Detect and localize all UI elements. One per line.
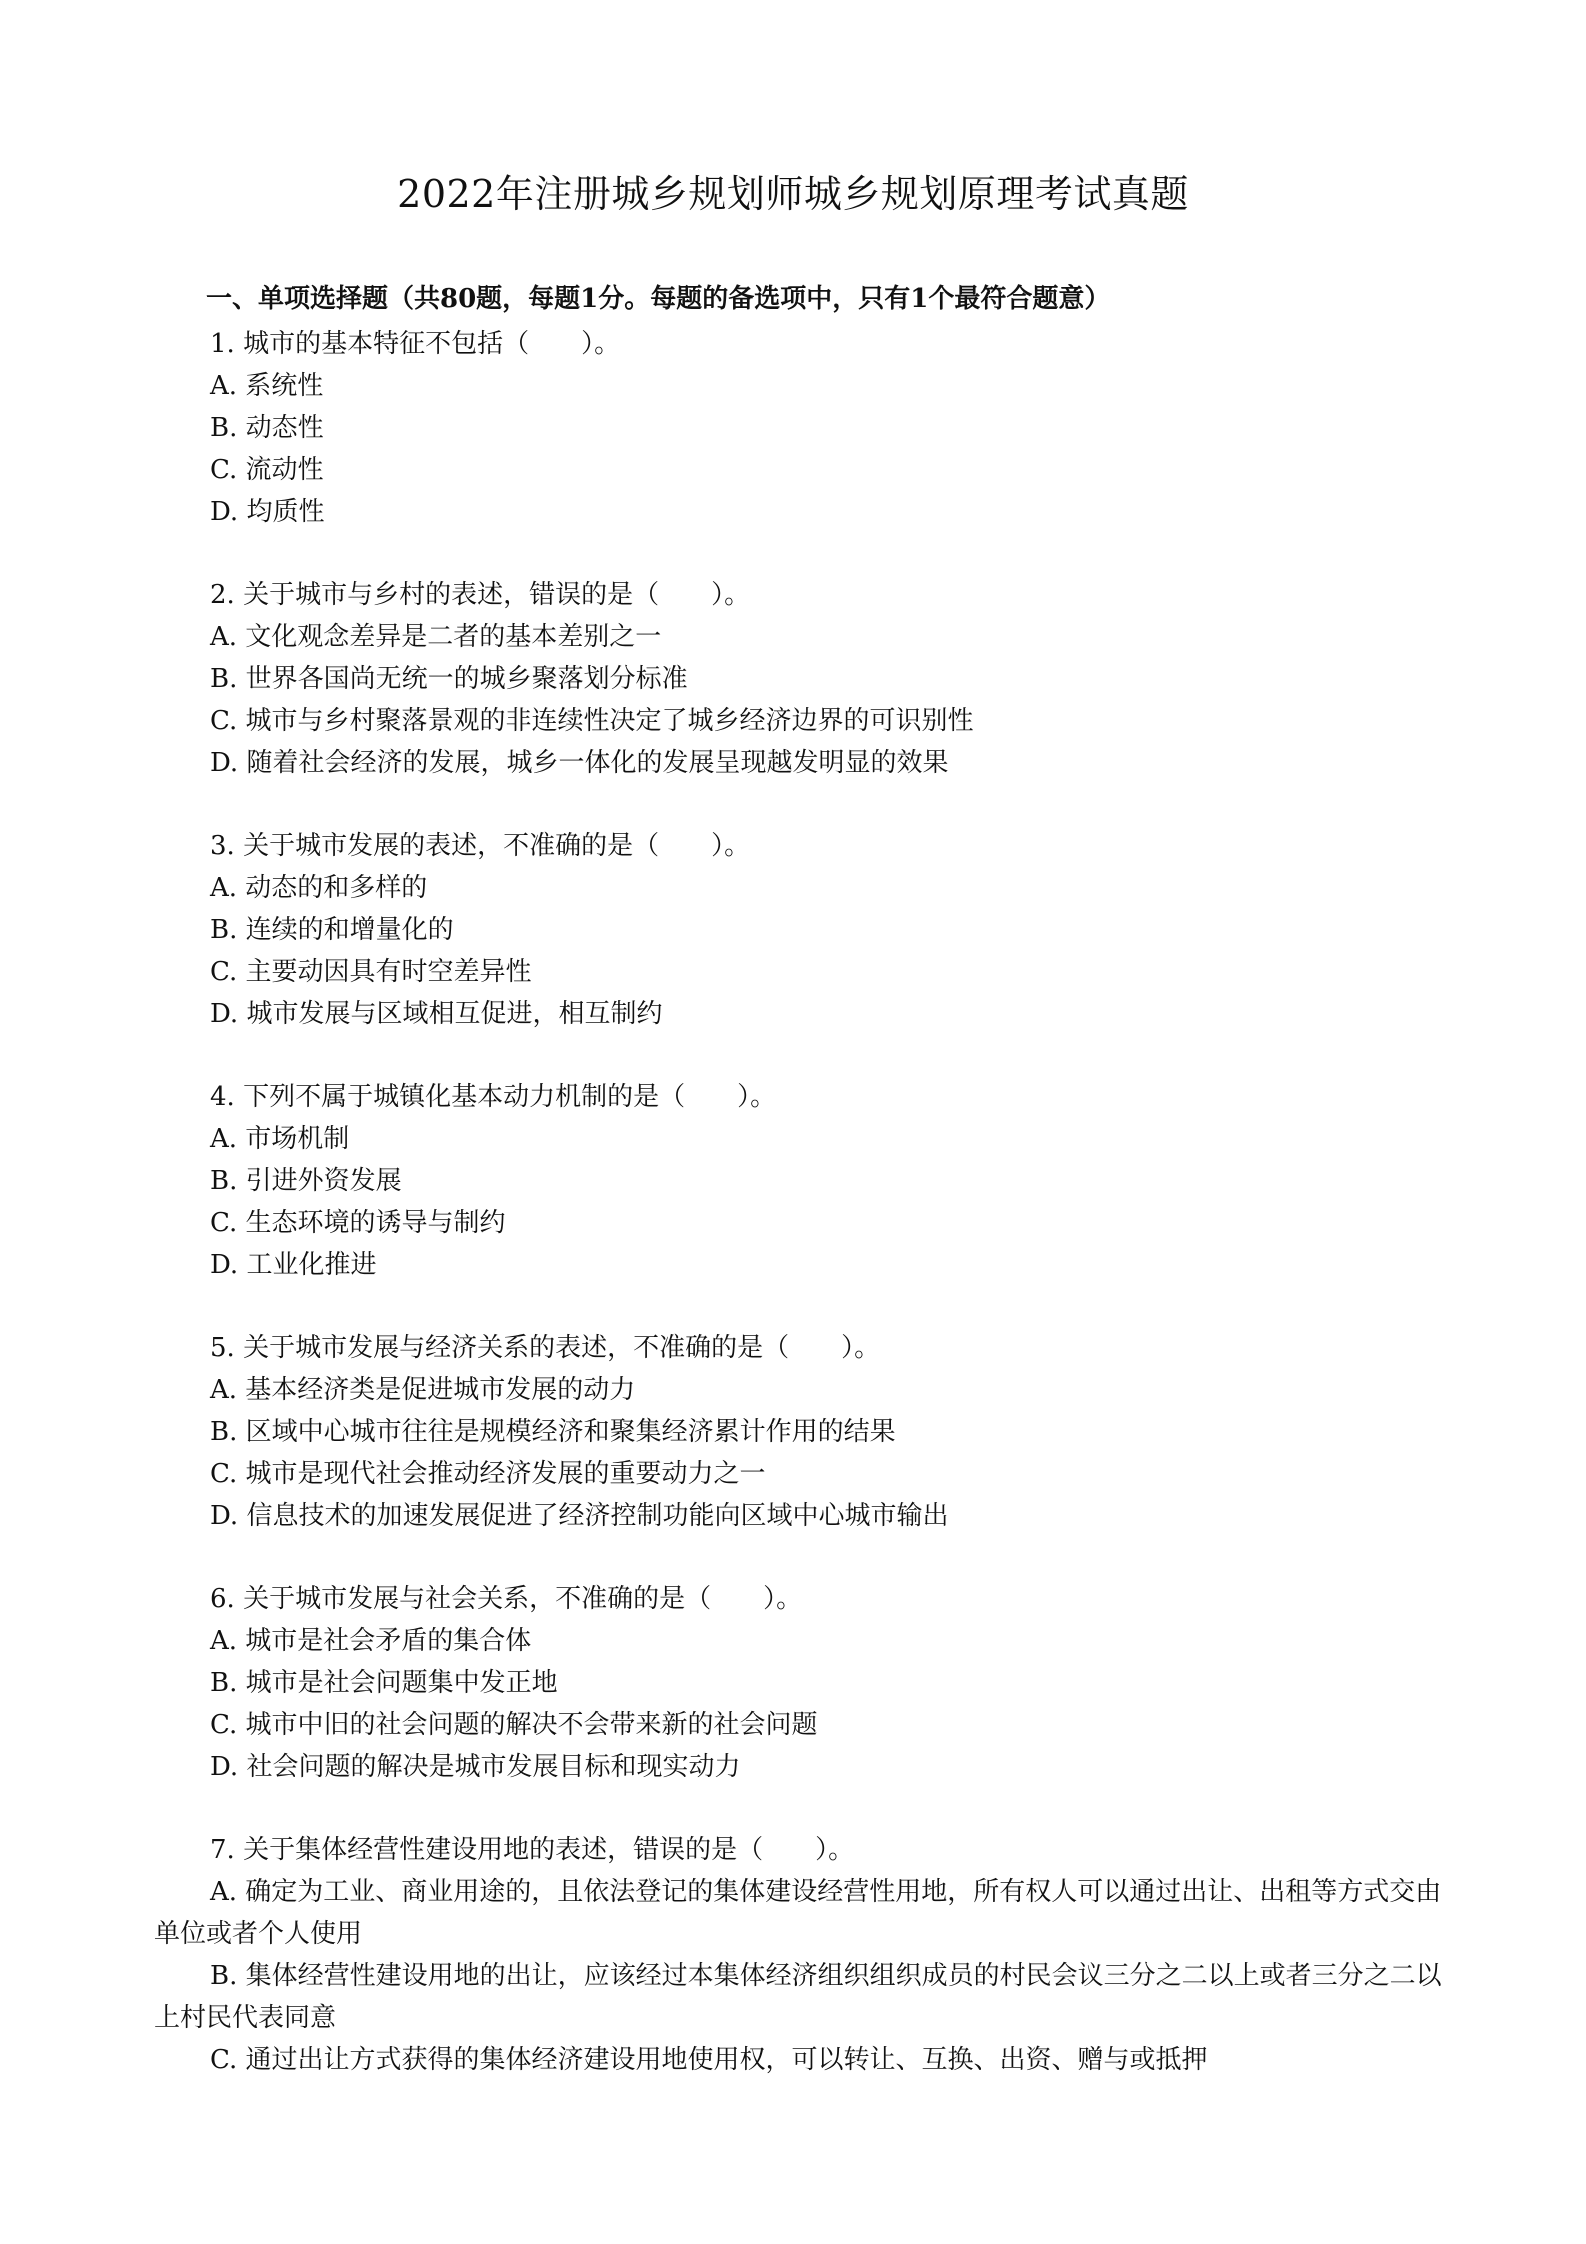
question-stem: 4. 下列不属于城镇化基本动力机制的是（ ）。 [210, 1082, 777, 1112]
option-b: B. 连续的和增量化的 [210, 915, 454, 945]
option-c: C. 通过出让方式获得的集体经济建设用地使用权，可以转让、互换、出资、赠与或抵押 [210, 2045, 1208, 2075]
question-stem: 3. 关于城市发展的表述，不准确的是（ ）。 [210, 831, 751, 861]
option-b: B. 引进外资发展 [210, 1166, 402, 1196]
option-a: A. 基本经济类是促进城市发展的动力 [210, 1375, 636, 1405]
option-a: A. 市场机制 [210, 1124, 350, 1154]
option-b: B. 城市是社会问题集中发正地 [210, 1668, 558, 1698]
question-4 [154, 1076, 1444, 1286]
option-d: D. 工业化推进 [210, 1250, 377, 1280]
option-c: C. 流动性 [210, 455, 324, 485]
page-title: 2022年注册城乡规划师城乡规划原理考试真题 [397, 172, 1189, 216]
option-c: C. 城市是现代社会推动经济发展的重要动力之一 [210, 1459, 766, 1489]
option-d: D. 随着社会经济的发展，城乡一体化的发展呈现越发明显的效果 [210, 748, 949, 778]
question-stem: 7. 关于集体经营性建设用地的表述，错误的是（ ）。 [210, 1835, 855, 1865]
option-b: B. 集体经营性建设用地的出让，应该经过本集体经济组织组织成员的村民会议三分之二以上或者三分之二以上村民代表同意 [154, 1961, 1442, 2033]
document-body [154, 280, 1444, 2122]
question-stem: 5. 关于城市发展与经济关系的表述，不准确的是（ ）。 [210, 1333, 881, 1363]
option-c: C. 生态环境的诱导与制约 [210, 1208, 506, 1238]
question-1 [154, 323, 1444, 533]
option-a: A. 确定为工业、商业用途的，且依法登记的集体建设经营性用地，所有权人可以通过出让、出租等方式交由单位或者个人使用 [154, 1877, 1442, 1949]
option-a: A. 动态的和多样的 [210, 873, 428, 903]
section-heading: 一、单项选择题（共80题，每题1分。每题的备选项中，只有1个最符合题意） [206, 284, 1111, 314]
option-d: D. 均质性 [210, 497, 325, 527]
question-7 [154, 1829, 1444, 2081]
question-5 [154, 1327, 1444, 1537]
option-a: A. 文化观念差异是二者的基本差别之一 [210, 622, 662, 652]
option-a: A. 城市是社会矛盾的集合体 [210, 1626, 532, 1656]
option-d: D. 社会问题的解决是城市发展目标和现实动力 [210, 1752, 741, 1782]
option-d: D. 信息技术的加速发展促进了经济控制功能向区域中心城市输出 [210, 1501, 949, 1531]
option-b: B. 区域中心城市往往是规模经济和聚集经济累计作用的结果 [210, 1417, 896, 1447]
question-stem: 1. 城市的基本特征不包括（ ）。 [210, 329, 621, 359]
option-c: C. 主要动因具有时空差异性 [210, 957, 532, 987]
option-c: C. 城市中旧的社会问题的解决不会带来新的社会问题 [210, 1710, 818, 1740]
option-a: A. 系统性 [210, 371, 324, 401]
option-d: D. 城市发展与区域相互促进，相互制约 [210, 999, 663, 1029]
option-c: C. 城市与乡村聚落景观的非连续性决定了城乡经济边界的可识别性 [210, 706, 974, 736]
question-2 [154, 574, 1444, 784]
question-3 [154, 825, 1444, 1035]
question-stem: 2. 关于城市与乡村的表述，错误的是（ ）。 [210, 580, 751, 610]
question-6 [154, 1578, 1444, 1788]
option-b: B. 世界各国尚无统一的城乡聚落划分标准 [210, 664, 688, 694]
option-b: B. 动态性 [210, 413, 324, 443]
question-stem: 6. 关于城市发展与社会关系，不准确的是（ ）。 [210, 1584, 803, 1614]
